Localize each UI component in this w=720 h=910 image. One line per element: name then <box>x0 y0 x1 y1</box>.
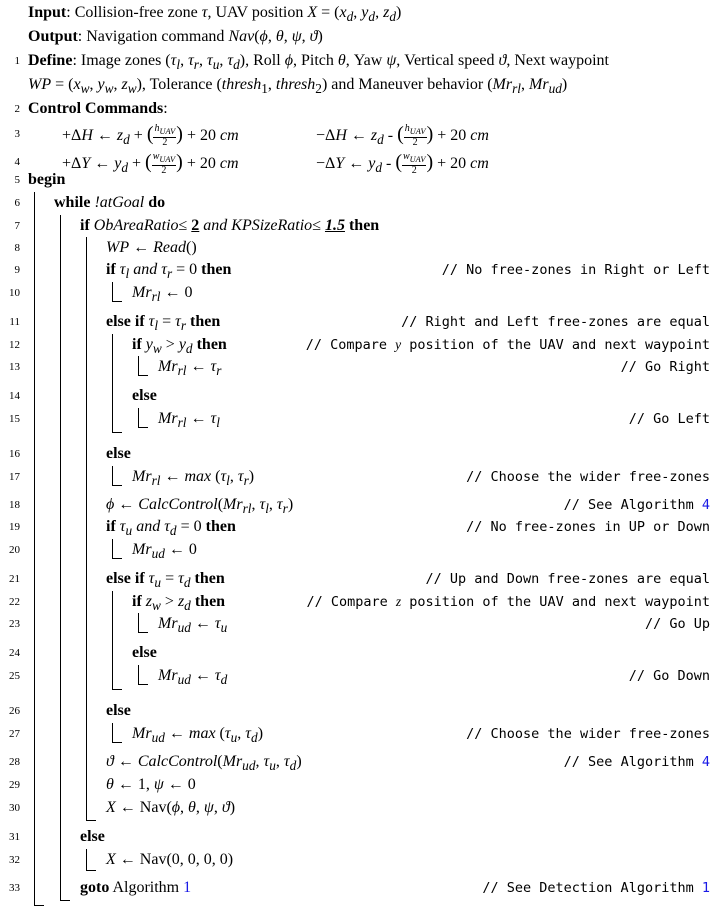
line-26: 26 else <box>9 702 131 719</box>
algorithm-4-link[interactable]: 4 <box>701 497 710 513</box>
line-3: 3 +ΔH ← $z_d$ + ( $\frac{h_{UAV}}{2}$ ) + 20 cm −ΔH ← $z_d$ - ( $\frac{h_{UAV}}{2}$ ) + 20 cm <box>14 123 489 149</box>
line-13: 13 $Mr_{rl}$ ← $\tau_r$ // Go Right <box>9 358 710 379</box>
line-5: 5 begin <box>14 171 66 188</box>
line-27: 27 $Mr_{ud}$ ← $\max (\tau_u$, $\tau_d$) // Choose the wider free-zones <box>9 725 710 746</box>
detection-algorithm-1-link[interactable]: 1 <box>701 880 710 896</box>
bar-l11 <box>112 334 113 432</box>
line-17: 17 $Mr_{rl}$ ← $\max (\tau_l$, $\tau_r$) // Choose the wider free-zones <box>9 468 710 489</box>
algorithm-1-link[interactable]: 1 <box>183 879 192 896</box>
bar-l17 <box>112 466 113 485</box>
line-32: 32 X ← Nav(0, 0, 0, 0) <box>9 851 234 868</box>
bar-l13 <box>138 356 139 375</box>
line-1: 1 Define: Image zones ($\tau_l$, $\tau_r$, $\tau_u$, $\tau_d$), Roll ϕ, Pitch θ, Yaw ψ, Vertical speed ϑ, Next waypoint <box>14 52 609 73</box>
bar-l27-end <box>112 742 122 743</box>
line-14: 14 else <box>9 387 157 404</box>
line-6: 6 while !atGoal do <box>14 194 166 211</box>
line-28: 28 ϑ ← $CalcControl(Mr_{ud}$, $\tau_u$, $\tau_d$) // See Algorithm 4 <box>9 753 710 774</box>
while-block-end <box>60 900 70 901</box>
while-block-bar <box>60 215 61 900</box>
line-15: 15 $Mr_{rl}$ ← $\tau_l$ // Go Left <box>9 410 710 431</box>
line-7: 7 if ObAreaRatio≤ 2 and KPSizeRatio≤ 1.5 then <box>14 217 380 234</box>
bar-l20-end <box>112 558 122 559</box>
algorithm-4-link-2[interactable]: 4 <box>701 754 710 770</box>
line-11: 11 else if $\tau_l = \tau_r$ then // Right and Left free-zones are equal <box>9 313 710 334</box>
line-22: 22 if $z_w > z_d$ then // Compare z position of the UAV and next waypoint <box>9 593 710 614</box>
bar-l13-end <box>138 375 148 376</box>
bar-l17-end <box>112 485 122 486</box>
algorithm-output: Output: Navigation command Nav(ϕ, θ, ψ, ϑ) <box>28 28 323 45</box>
bar-l23 <box>138 613 139 632</box>
line-25: 25 $Mr_{ud}$ ← $\tau_d$ // Go Down <box>9 667 710 688</box>
begin-block-end <box>34 905 44 906</box>
line-19: 19 if $\tau_u$ and $\tau_d = 0$ then // No free-zones in UP or Down <box>9 518 710 539</box>
line-1-cont: WP = ($x_w$, $y_w$, $z_w$), Tolerance (thresh$_1$, thresh$_2$) and Maneuver behavior ($Mr_{rl}$, $Mr_{ud}$) <box>28 76 568 97</box>
line-9: 9 if $\tau_l$ and $\tau_r = 0$ then // No free-zones in Right or Left <box>14 261 710 282</box>
algorithm-input: Input: Collision-free zone τ, UAV position $X = (x_d$, $y_d$, $z_d$) <box>28 4 402 25</box>
line-4: 4 +ΔY ← $y_d$ + ( $\frac{w_{UAV}}{2}$ ) + 20 cm −ΔY ← $y_d$ - ( $\frac{w_{UAV}}{2}$ ) + 20 cm <box>14 151 489 177</box>
bar-l27 <box>112 723 113 742</box>
bar-l10-end <box>112 301 122 302</box>
bar-l11-end <box>112 432 122 433</box>
line-23: 23 $Mr_{ud}$ ← $\tau_u$ // Go Up <box>9 615 710 636</box>
line-24: 24 else <box>9 644 157 661</box>
line-29: 29 θ ← 1, ψ ← 0 <box>9 776 196 793</box>
bar-l25-end <box>138 684 148 685</box>
line-2: 2 Control Commands: <box>14 100 168 117</box>
line-16: 16 else <box>9 445 131 462</box>
line-8: 8 WP ← Read() <box>14 239 197 256</box>
bar-l15-end <box>138 427 148 428</box>
line-10: 10 $Mr_{rl}$ ← 0 <box>9 284 193 305</box>
else-block-bar <box>86 849 87 870</box>
line-21: 21 else if $\tau_u = \tau_d$ then // Up and Down free-zones are equal <box>9 570 710 591</box>
bar-l20 <box>112 539 113 558</box>
bar-l25 <box>138 665 139 684</box>
bar-l21 <box>112 591 113 689</box>
line-33: 33 goto Algorithm 1 // See Detection Algorithm 1 <box>9 879 710 896</box>
line-31: 31 else <box>9 828 105 845</box>
line-30: 30 X ← Nav(ϕ, θ, ψ, ϑ) <box>9 799 236 816</box>
bar-l10 <box>112 282 113 301</box>
if-block-end <box>86 820 96 821</box>
bar-l15 <box>138 408 139 427</box>
else-block-end <box>86 870 96 871</box>
bar-l21-end <box>112 689 122 690</box>
line-20: 20 $Mr_{ud}$ ← 0 <box>9 541 197 562</box>
if-block-bar <box>86 237 87 820</box>
line-12: 12 if $y_w > y_d$ then // Compare y position of the UAV and next waypoint <box>9 336 710 357</box>
bar-l23-end <box>138 632 148 633</box>
line-18: 18 ϕ ← $CalcControl(Mr_{rl}$, $\tau_l$, $\tau_r$) // See Algorithm 4 <box>9 496 710 517</box>
begin-block-bar <box>34 192 35 905</box>
